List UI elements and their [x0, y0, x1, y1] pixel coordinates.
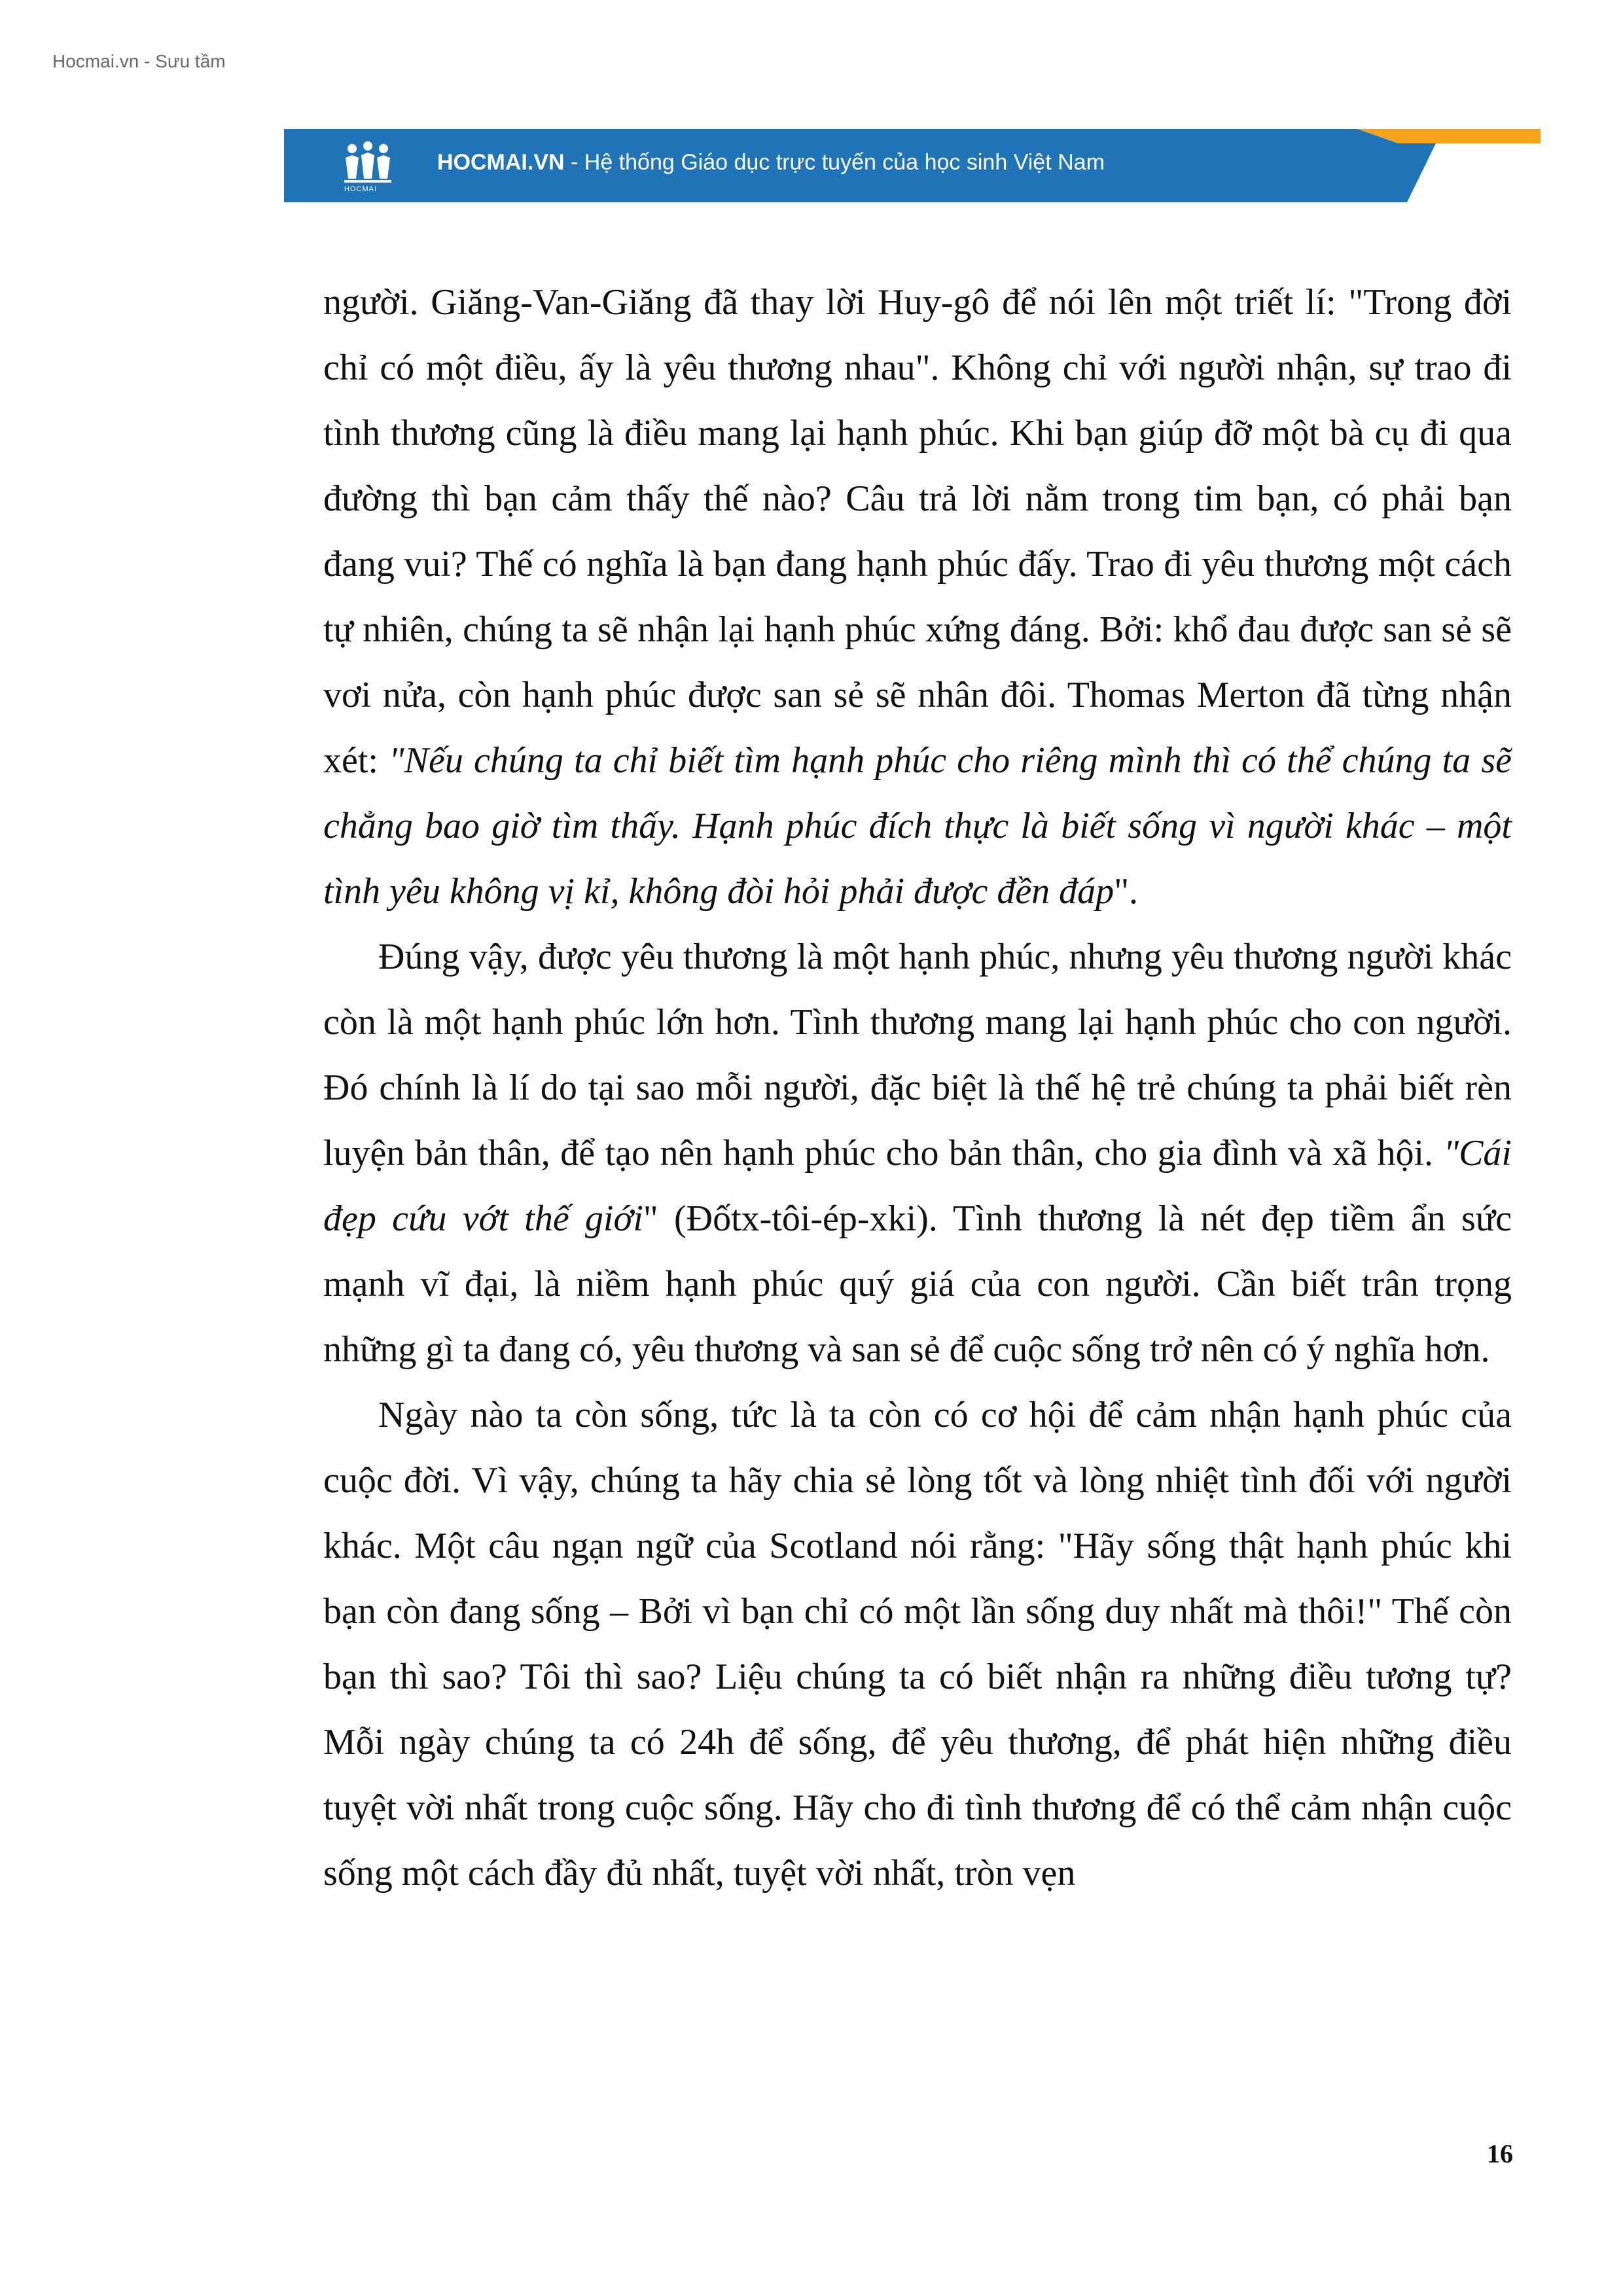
page-number: 16 — [1487, 2139, 1513, 2168]
body-text — [323, 270, 1512, 1906]
paragraph-text: " (Đốtx-tôi-ép-xki). Tình thương là nét đẹp tiềm ẩn sức mạnh vĩ đại, là niềm hạnh phúc quý giá của con người. Cần biết trân trọng những gì ta đang có, yêu thương và san sẻ để cuộc sống trở nên có ý nghĩa hơn. — [323, 1198, 1512, 1370]
hocmai-logo-icon — [342, 141, 394, 190]
paragraph-text: Đúng vậy, được yêu thương là một hạnh phúc, nhưng yêu thương người khác còn là một hạnh phúc lớn hơn. Tình thương mang lại hạnh phúc cho con người. Đó chính là lí do tại sao mỗi người, đặc biệt là thế hệ trẻ chúng ta phải biết rèn luyện bản thân, để tạo nên hạnh phúc cho bản thân, cho gia đình và xã hội. — [323, 937, 1512, 1174]
paragraph — [323, 1382, 1512, 1906]
banner-title — [437, 150, 1105, 175]
quote-merton: "Nếu chúng ta chỉ biết tìm hạnh phúc cho riêng mình thì có thể chúng ta sẽ chẳng bao giờ tìm thấy. Hạnh phúc đích thực là biết sống vì người khác – một tình yêu không vị kỉ, không đòi hỏi phải được đền đáp — [323, 740, 1512, 912]
paragraph — [323, 924, 1512, 1382]
paragraph-text: ". — [1114, 871, 1139, 912]
quote-dostoevsky: "Cái đẹp cứu vớt thế giới — [323, 1133, 1512, 1239]
paragraph-text: người. Giăng-Van-Giăng đã thay lời Huy-gô để nói lên một triết lí: "Trong đời chỉ có một điều, ấy là yêu thương nhau". Không chỉ với người nhận, sự trao đi tình thương cũng là điều mang lại hạnh phúc. Khi bạn giúp đỡ một bà cụ đi qua đường thì bạn cảm thấy thế nào? Câu trả lời nằm trong tim bạn, có phải bạn đang vui? Thế có nghĩa là bạn đang hạnh phúc đấy. Trao đi yêu thương một cách tự nhiên, chúng ta sẽ nhận lại hạnh phúc xứng đáng. Bởi: khổ đau được san sẻ sẽ vơi nửa, còn hạnh phúc được san sẻ sẽ nhân đôi. Thomas Merton đã từng nhận xét: — [323, 282, 1512, 781]
header-banner — [284, 129, 1541, 202]
source-note: Hocmai.vn - Sưu tầm — [52, 51, 226, 71]
brand-name: HOCMAI.VN — [437, 150, 565, 175]
paragraph-text: Ngày nào ta còn sống, tức là ta còn có cơ hội để cảm nhận hạnh phúc của cuộc đời. Vì vậy, chúng ta hãy chia sẻ lòng tốt và lòng nhiệt tình đối với người khác. Một câu ngạn ngữ của Scotland nói rằng: "Hãy sống thật hạnh phúc khi bạn còn đang sống – Bởi vì bạn chỉ có một lần sống duy nhất mà thôi!" Thế còn bạn thì sao? Tôi thì sao? Liệu chúng ta có biết nhận ra những điều tương tự? Mỗi ngày chúng ta có 24h để sống, để yêu thương, để phát hiện những điều tuyệt vời nhất trong cuộc sống. Hãy cho đi tình thương để có thể cảm nhận cuộc sống một cách đầy đủ nhất, tuyệt vời nhất, tròn vẹn — [323, 1395, 1512, 1893]
brand-tagline: - Hệ thống Giáo dục trực tuyến của học sinh Việt Nam — [564, 150, 1105, 175]
paragraph — [323, 270, 1512, 924]
logo-caption: HOCMAI — [344, 185, 377, 193]
